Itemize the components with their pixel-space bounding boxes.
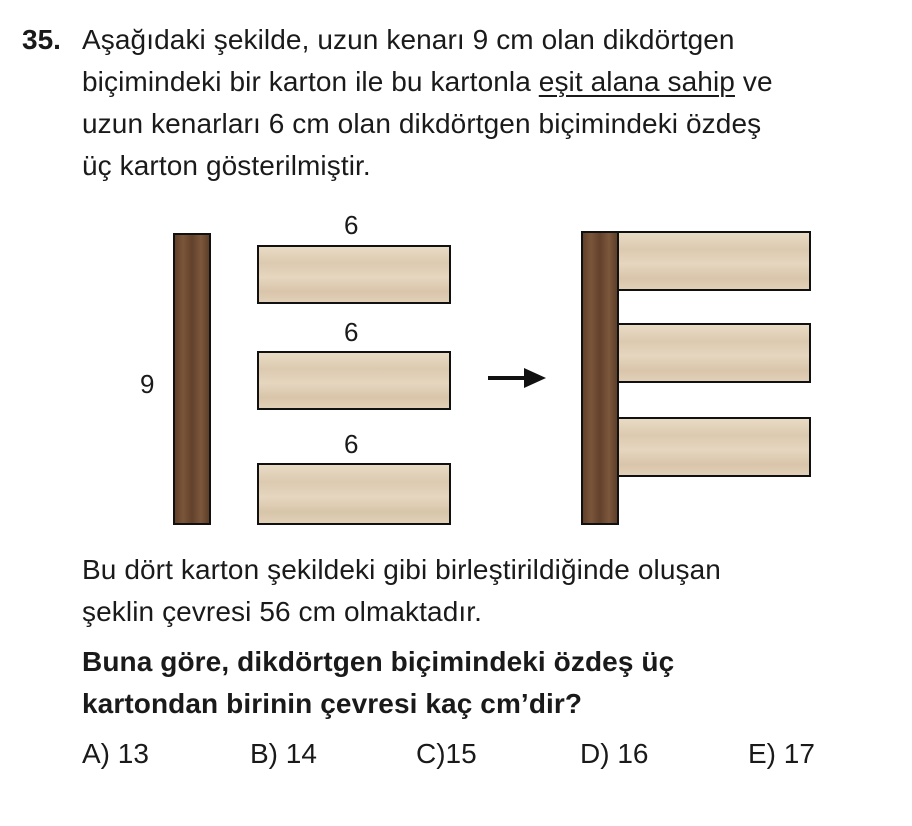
question-stem-line-3: uzun kenarları 6 cm olan dikdörtgen biçimindeki özdeş: [82, 108, 762, 139]
short-cardboard-3: [258, 464, 450, 524]
question-stem-line-2: [82, 66, 773, 98]
combined-short-cardboard-2: [618, 324, 810, 382]
choice-letter: C): [416, 738, 446, 769]
short-length-label-3: 6: [344, 429, 359, 459]
short-length-label-1: 6: [344, 210, 359, 240]
tall-cardboard: [174, 234, 210, 524]
tall-length-label: 9: [140, 369, 155, 399]
choice-value: 17: [783, 738, 815, 769]
choice-e[interactable]: [748, 738, 815, 770]
choice-letter: E): [748, 738, 776, 769]
info-line-2: şeklin çevresi 56 cm olmaktadır.: [82, 596, 483, 627]
short-cardboard-1: [258, 246, 450, 303]
choice-c[interactable]: [416, 738, 477, 770]
choice-a[interactable]: [82, 738, 149, 770]
combined-tall-cardboard: [582, 232, 618, 524]
choice-value: 15: [445, 738, 477, 769]
short-cardboard-2: [258, 352, 450, 409]
underlined-phrase: eşit alana sahip: [538, 66, 735, 97]
choice-value: 14: [285, 738, 317, 769]
choice-b[interactable]: [250, 738, 317, 770]
question-stem-line-1: Aşağıdaki şekilde, uzun kenarı 9 cm olan dikdörtgen: [82, 24, 735, 55]
short-length-label-2: 6: [344, 317, 359, 347]
choice-value: 13: [117, 738, 149, 769]
cardboard-figure: [0, 200, 912, 540]
question-prompt-line-1: Buna göre, dikdörtgen biçimindeki özdeş üç: [82, 646, 675, 677]
combined-short-cardboard-1: [618, 232, 810, 290]
choice-letter: D): [580, 738, 610, 769]
right-arrow-icon: [488, 368, 546, 388]
question-number: 35.: [22, 24, 61, 55]
choice-d[interactable]: [580, 738, 648, 770]
question-stem-line-4: üç karton gösterilmiştir.: [82, 150, 371, 181]
choice-letter: A): [82, 738, 110, 769]
info-line-1: Bu dört karton şekildeki gibi birleştirildiğinde oluşan: [82, 554, 721, 585]
choice-letter: B): [250, 738, 278, 769]
choice-value: 16: [617, 738, 649, 769]
question-prompt-line-2: kartondan birinin çevresi kaç cm’dir?: [82, 688, 583, 719]
stem-text: ve: [734, 66, 773, 97]
stem-text: biçimindeki bir karton ile bu kartonla: [82, 66, 539, 97]
combined-short-cardboard-3: [618, 418, 810, 476]
